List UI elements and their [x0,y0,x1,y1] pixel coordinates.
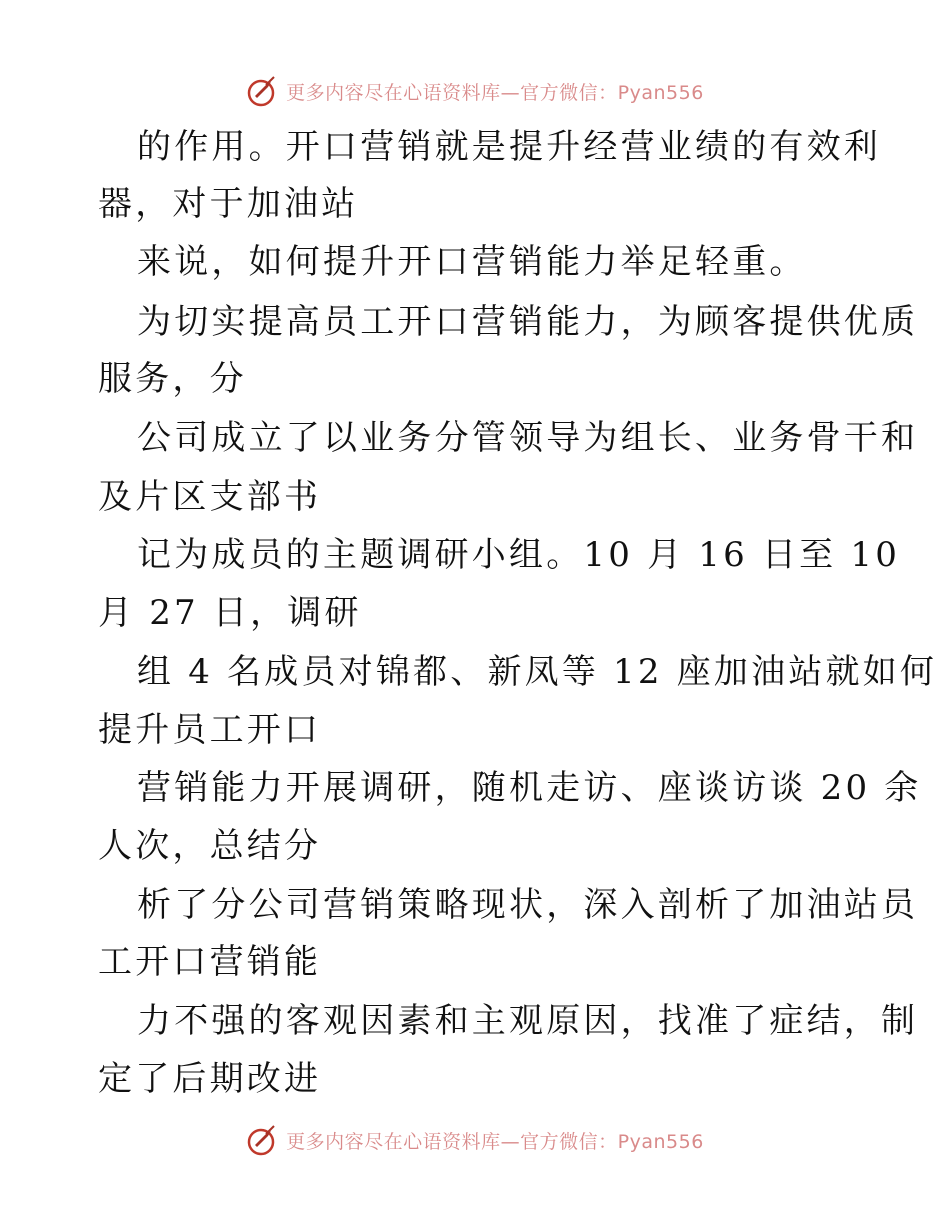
text-line: 工开口营销能 [98,942,322,982]
text-line: 人次，总结分 [98,826,322,866]
text-line: 为切实提高员工开口营销能力，为顾客提供优质 [137,302,919,342]
text-line: 月 27 日，调研 [98,593,362,633]
text-line: 服务，分 [98,359,247,399]
text-line: 提升员工开口 [98,710,322,750]
watermark-text: 更多内容尽在心语资料库—官方微信：Pyan556 [286,81,704,104]
text-line: 公司成立了以业务分管领导为组长、业务骨干和 [137,418,919,458]
text-line: 的作用。开口营销就是提升经营业绩的有效利 [137,127,881,167]
pen-logo-icon [246,74,280,108]
text-line: 及片区支部书 [98,477,322,517]
header-watermark [0,71,950,111]
text-line: 器，对于加油站 [98,184,359,224]
text-line: 来说，如何提升开口营销能力举足轻重。 [137,242,807,282]
text-line: 定了后期改进 [98,1059,322,1099]
pen-logo-icon [246,1123,280,1157]
text-line: 析了分公司营销策略现状，深入剖析了加油站员 [137,885,919,925]
text-line: 记为成员的主题调研小组。10 月 16 日至 10 [137,535,901,575]
text-line: 组 4 名成员对锦都、新凤等 12 座加油站就如何 [137,652,938,692]
text-line: 营销能力开展调研，随机走访、座谈访谈 20 余 [137,768,922,808]
text-line: 力不强的客观因素和主观原因，找准了症结，制 [137,1001,919,1041]
footer-watermark [0,1120,950,1160]
watermark-text: 更多内容尽在心语资料库—官方微信：Pyan556 [286,1130,704,1153]
